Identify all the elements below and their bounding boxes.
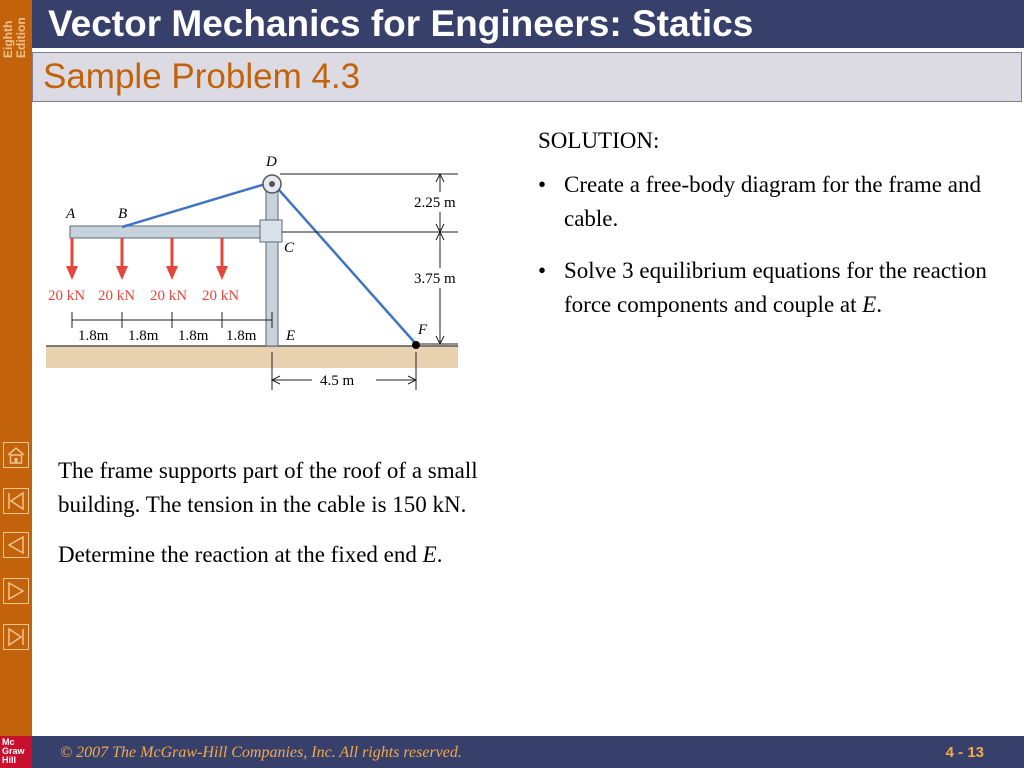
load-label: 20 kN (98, 288, 136, 304)
solution-heading: SOLUTION: (538, 128, 660, 153)
point-label-c: C (284, 240, 295, 256)
edition-label (0, 0, 32, 62)
slide-title: Sample Problem 4.3 (43, 57, 361, 96)
copyright-notice: © 2007 The McGraw-Hill Companies, Inc. All rights reserved. (60, 744, 462, 761)
problem-para2-suffix: . (436, 542, 443, 567)
point-label-b: B (118, 206, 128, 222)
first-slide-button[interactable] (3, 488, 29, 514)
solution-variable-e: E (862, 292, 877, 317)
solution-bullet-1 (538, 168, 998, 236)
problem-para2-text: Determine the reaction at the fixed end (58, 542, 423, 567)
problem-statement (58, 454, 498, 588)
load-label: 20 kN (150, 288, 188, 304)
spacing-dimension-lines (72, 312, 272, 328)
bullet-dot: • (538, 258, 547, 283)
joint-plate (260, 220, 282, 242)
bullet-dot: • (538, 172, 547, 197)
anchor-f (412, 341, 420, 349)
problem-paragraph-2 (58, 538, 498, 572)
slide-number: 4 - 13 (945, 744, 984, 761)
load-arrow (166, 238, 178, 280)
load-label: 20 kN (202, 288, 240, 304)
title-bar (32, 0, 1024, 48)
previous-slide-button[interactable] (3, 532, 29, 558)
spacing-label: 1.8m (78, 328, 109, 344)
spacing-label: 1.8m (226, 328, 257, 344)
spacing-label: 1.8m (128, 328, 159, 344)
logo-line-2: Graw (2, 746, 25, 756)
home-icon (4, 443, 28, 467)
frame-diagram-svg (44, 142, 484, 392)
home-button[interactable] (3, 442, 29, 468)
sidebar (0, 0, 32, 768)
subtitle-bar (32, 52, 1022, 102)
dimension-base: 4.5 m (320, 373, 355, 389)
solution-panel (538, 124, 998, 340)
problem-variable-e: E (422, 542, 437, 567)
pulley-hub (269, 181, 275, 187)
load-arrow (116, 238, 128, 280)
mcgraw-hill-logo (0, 736, 32, 768)
load-arrow (66, 238, 78, 280)
point-label-d: D (266, 154, 277, 170)
logo-line-1: Mc (2, 737, 15, 747)
frame-diagram (44, 142, 484, 392)
ground (46, 346, 458, 368)
next-slide-icon (4, 579, 28, 603)
dimension-top: 2.25 m (414, 195, 456, 211)
footer-bar (32, 736, 1024, 768)
previous-slide-icon (4, 533, 28, 557)
dimension-mid: 3.75 m (414, 271, 456, 287)
problem-paragraph-1: The frame supports part of the roof of a small building. The tension in the cable is 150 kN. (58, 458, 478, 517)
edition-line-1: Eighth (1, 20, 15, 58)
point-label-f: F (418, 322, 428, 338)
last-slide-button[interactable] (3, 624, 29, 650)
load-arrow (216, 238, 228, 280)
beam-ab (70, 226, 278, 238)
logo-line-3: Hill (2, 755, 17, 765)
last-slide-icon (4, 625, 28, 649)
point-label-a: A (66, 206, 76, 222)
solution-bullet-1-text: Create a free-body diagram for the frame and cable. (564, 172, 981, 231)
first-slide-icon (4, 489, 28, 513)
spacing-label: 1.8m (178, 328, 209, 344)
course-title: Vector Mechanics for Engineers: Statics (48, 3, 754, 44)
solution-bullet-2 (538, 254, 998, 322)
next-slide-button[interactable] (3, 578, 29, 604)
solution-bullet-2-text: Solve 3 equilibrium equations for the reaction force components and couple at (564, 258, 987, 317)
edition-line-2: Edition (14, 17, 28, 58)
solution-bullet-2-suffix: . (876, 292, 883, 317)
point-label-e: E (286, 328, 296, 344)
load-label: 20 kN (48, 288, 86, 304)
